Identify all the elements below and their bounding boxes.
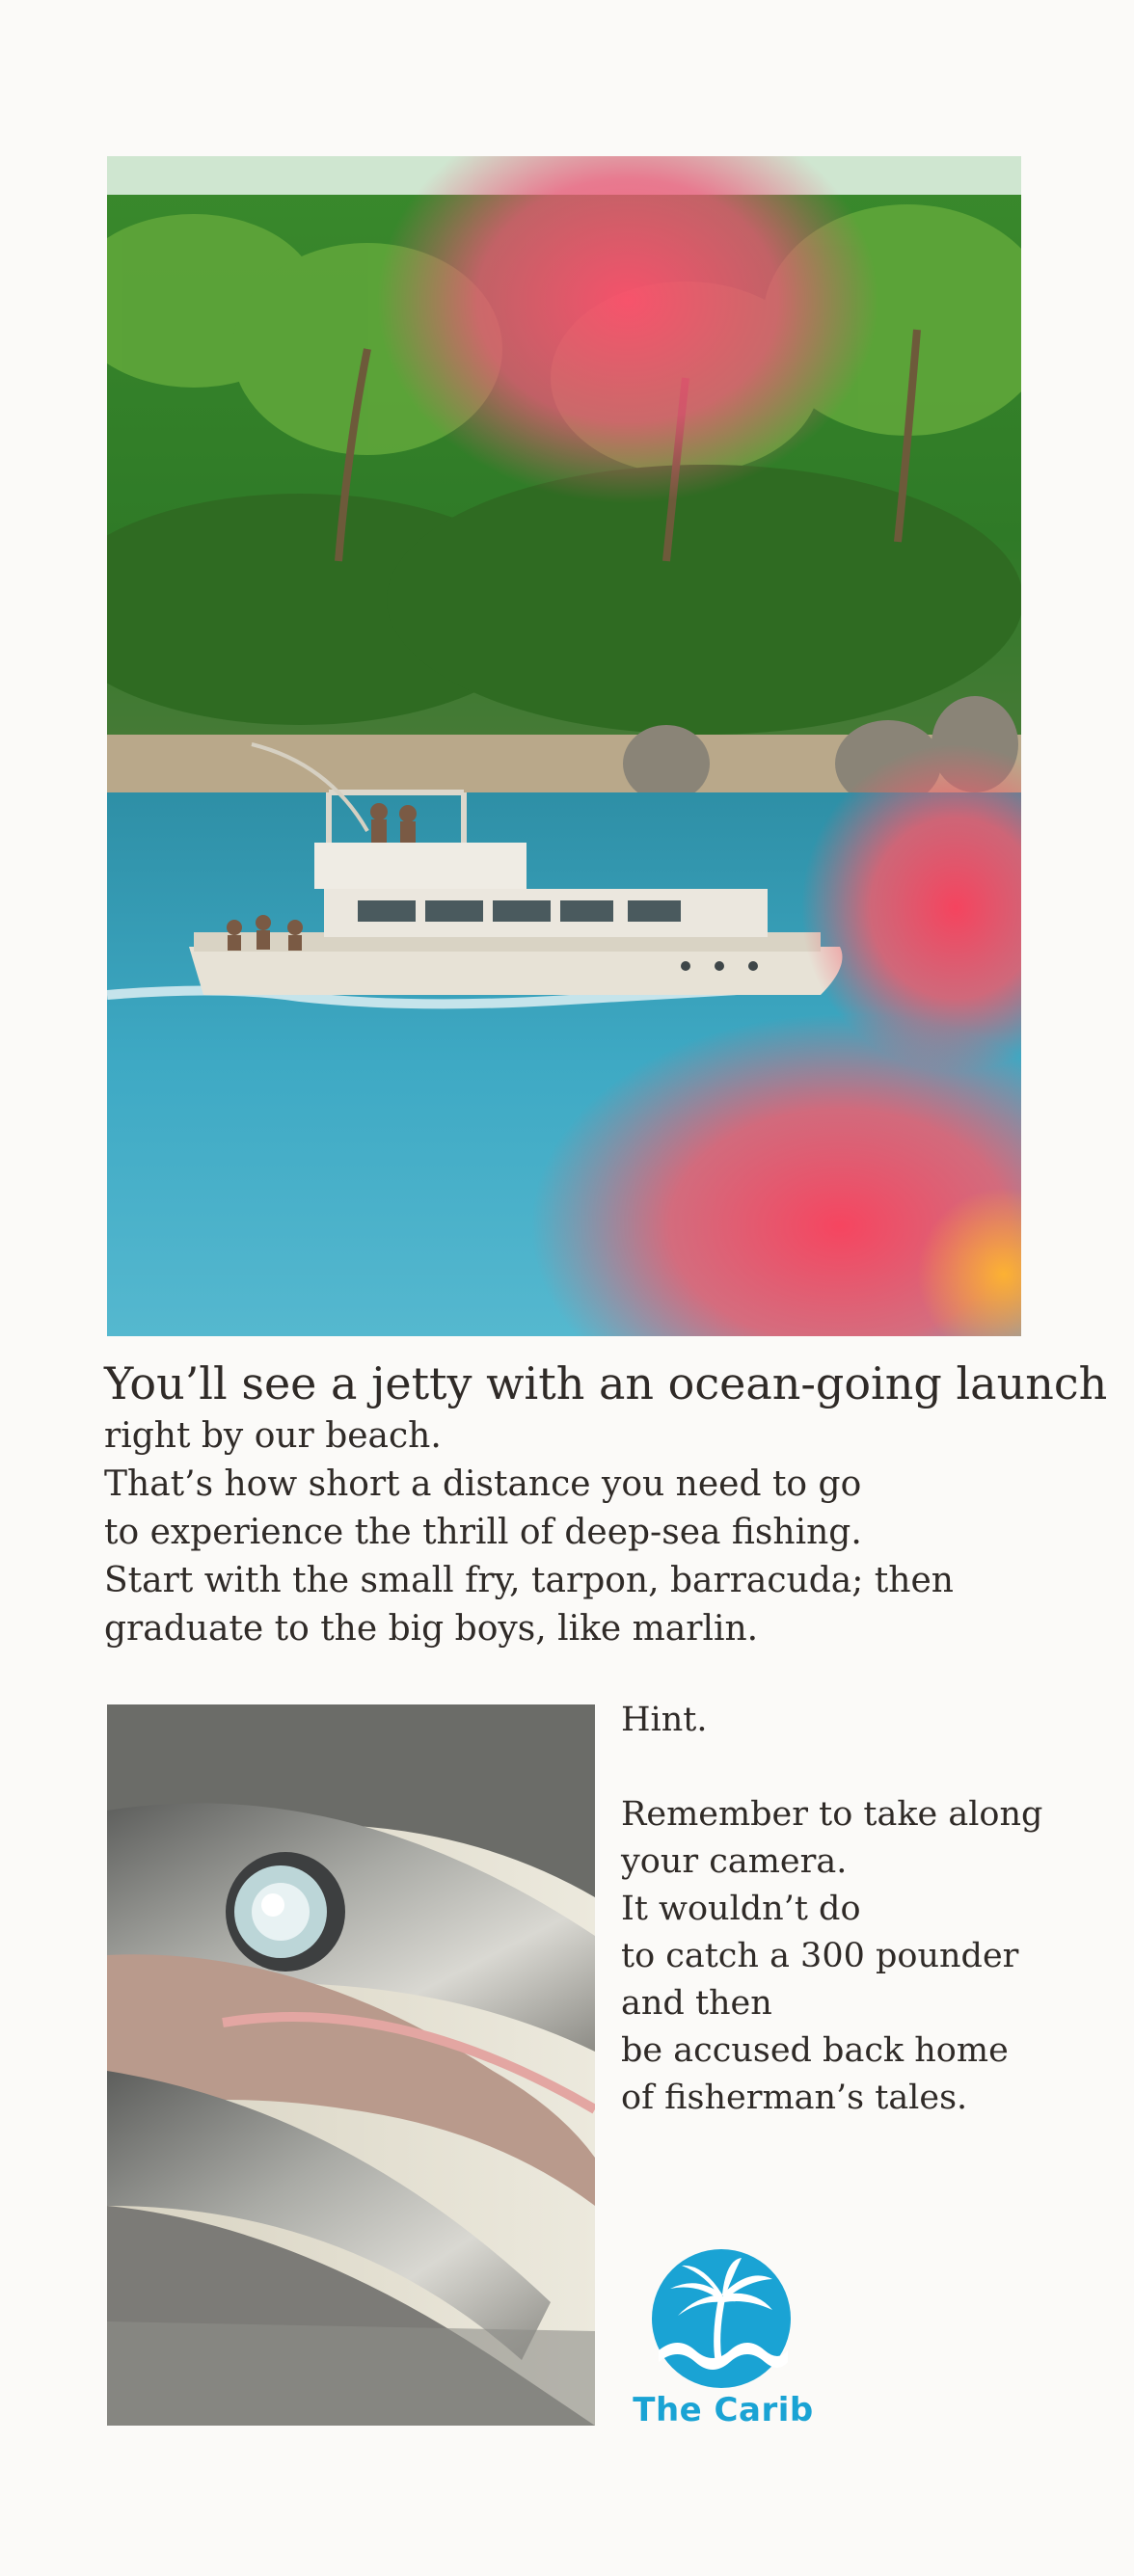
copy-line-1 (104, 1357, 1108, 1412)
boat-scene-illustration (107, 156, 1021, 1336)
hint-block (621, 1697, 1065, 2122)
logo-name: The Carib (633, 2391, 814, 2429)
carib-logo (617, 2246, 829, 2439)
hint-line-4: to catch a 300 pounder (621, 1937, 1019, 1975)
hint-line-1: Remember to take along (621, 1795, 1043, 1834)
boat-photo (107, 156, 1021, 1336)
copy-line-6: graduate to the big boys, like marlin. (104, 1609, 759, 1649)
marlin-illustration (107, 1704, 595, 2426)
palm-tree-wave-icon (649, 2246, 794, 2391)
copy-line-4: to experience the thrill of deep-sea fishing. (104, 1513, 862, 1552)
hint-line-6: be accused back home (621, 2031, 1009, 2070)
hint-line-5: and then (621, 1984, 772, 2023)
copy-line-3: That’s how short a distance you need to go (104, 1464, 862, 1504)
copy-line-2: right by our beach. (104, 1416, 442, 1456)
hint-title: Hint. (621, 1701, 708, 1739)
hint-line-7: of fisherman’s tales. (621, 2079, 968, 2117)
hint-line-2: your camera. (621, 1842, 848, 1881)
marlin-photo (107, 1704, 595, 2426)
copy-line-1-text: You’ll see a jetty with an ocean-going launch (104, 1357, 1108, 1409)
hint-line-3: It wouldn’t do (621, 1890, 861, 1928)
copy-line-5: Start with the small fry, tarpon, barracuda; then (104, 1561, 954, 1600)
main-copy (104, 1357, 1108, 1653)
